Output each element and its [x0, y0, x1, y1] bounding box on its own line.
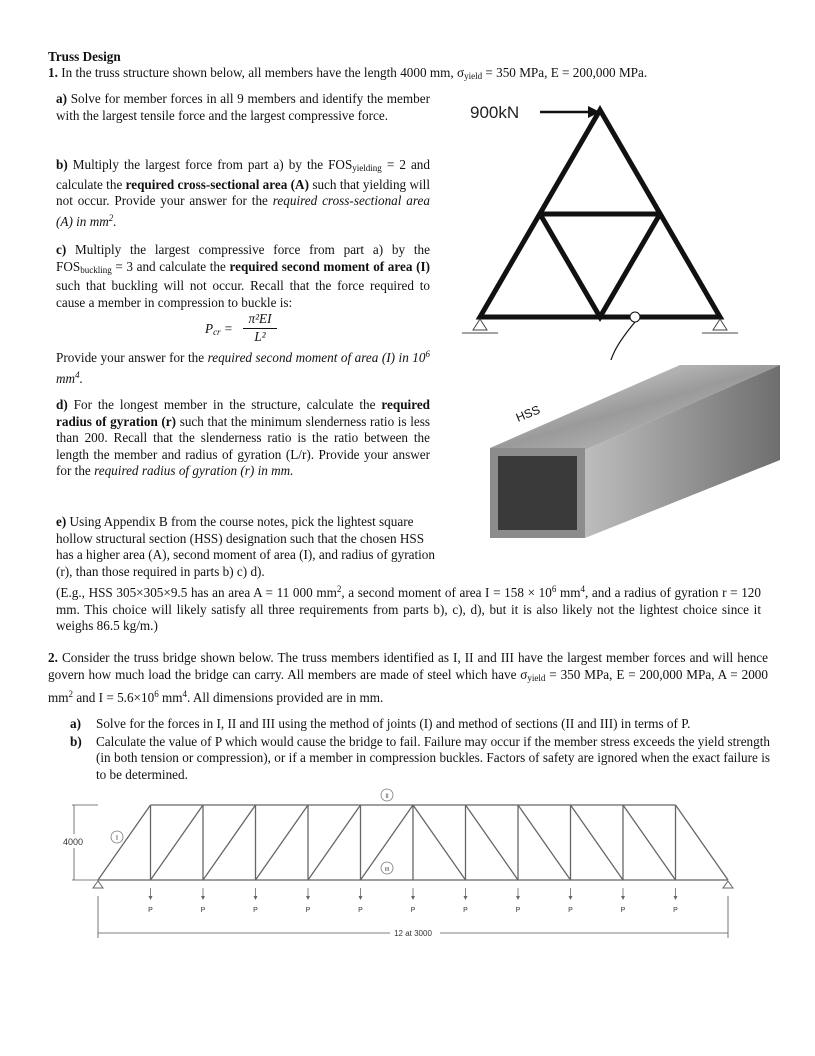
q1-part-c [56, 242, 430, 311]
hss-label: HSS [513, 402, 543, 425]
q2-intro [48, 650, 768, 707]
q1-c-sub: buckling [80, 264, 112, 275]
load-label: P [568, 907, 573, 914]
bridge-members [98, 805, 728, 880]
page-title: Truss Design [48, 49, 121, 64]
load-label: P [200, 907, 206, 914]
load-label: P [410, 907, 416, 914]
buckling-formula [205, 311, 295, 351]
load-arrow-head [411, 896, 415, 900]
q1-b-post: such that yielding will not occur. Provide your answer for the [56, 176, 430, 208]
q1-e-sup3: 4 [580, 584, 585, 594]
q1-e-text1: Using Appendix B from the course notes, pick the lightest square hollow structural section (HSS) designation such that the chosen HSS has a higher area (A), second moment of area (I), and radius of gyration (r), than those required in parts b) c) d). [56, 514, 435, 579]
q1-a-text: Solve for member forces in all 9 members and identify the member with the largest tensile force and the largest compressive force. [56, 91, 430, 123]
load-label: P [620, 907, 626, 914]
q2-sup1: 2 [68, 689, 74, 699]
q2-intro-a: Consider the truss bridge shown below. The truss members identified as I, II and III have the largest member forces and will hence govern how much load the bridge can carry. All members are made of steel which have σ [48, 650, 768, 682]
q1-c-mid: = 3 and calculate the [111, 258, 230, 274]
load-arrow-head [464, 896, 468, 900]
q1-part-e-example [56, 581, 761, 635]
formula-p-sub: cr [213, 327, 221, 337]
q1-e-sup2: 6 [551, 584, 557, 594]
q1-e-text2b: , a second moment of area I = 158 × 10 [341, 585, 552, 600]
q2-b-text: Calculate the value of P which would cause the bridge to fail. Failure may occur if the member stress exceeds the yield strength (in both tension or compression), or if a member in compression buckles. Factors of safety are ignored when the exact failure is to be determined. [96, 733, 770, 782]
formula-p: P [205, 321, 214, 336]
formula-denominator: L² [254, 329, 266, 344]
formula-lhs: $P_{cr}$ = [205, 321, 233, 337]
bridge-supports [93, 881, 733, 888]
q1-b-end: . [113, 213, 117, 229]
truss-inner-v [540, 214, 660, 317]
q1-c-after-sup1: 6 [425, 349, 430, 359]
q1-c-after-sup2: 4 [75, 369, 80, 380]
q2-intro-d: mm [158, 690, 183, 705]
q1-intro [48, 65, 778, 85]
force-label: 900kN [470, 103, 520, 122]
q1-c-bold: required second moment of area (I) [229, 258, 430, 274]
q2-intro-e: . All dimensions provided are in mm. [187, 690, 384, 705]
q1-a-label: a) [56, 91, 67, 106]
q1-b-pre: Multiply the largest force from part a) by the FOS [72, 157, 353, 172]
q2-a-text: Solve for the forces in I, II and III using the method of joints (I) and method of sections (II and III) in terms of P. [96, 716, 691, 731]
member-marker [630, 312, 640, 322]
load-label: P [253, 907, 258, 914]
q1-part-d [56, 397, 430, 480]
load-arrow-head [569, 896, 573, 900]
q1-part-b [56, 157, 430, 230]
q1-b-bold: required cross-sectional area (A) [125, 176, 309, 192]
q1-number: 1. [48, 65, 58, 80]
load-arrow-head [149, 896, 153, 900]
q2-item-a [70, 716, 770, 733]
q1-e-text2d: , and a radius of gyration r = 120 mm. This choice will likely satisfy all three requirements from parts b), c), d), but it is also likely not the lightest choice since it weighs 86.5 kg/m.) [56, 585, 761, 633]
load-arrow-head [621, 896, 625, 900]
q1-b-sup: 2 [108, 212, 114, 223]
hss-photo [480, 360, 780, 540]
load-label: P [515, 907, 521, 914]
q1-c-label: c) [56, 242, 67, 257]
callout-line [608, 322, 635, 360]
q1-b-ital: required cross-sectional area (A) in mm [56, 193, 430, 229]
bridge-figure [60, 788, 750, 948]
right-support [702, 319, 738, 333]
q1-e-text2a: (E.g., HSS 305×305×9.5 has an area A = 11 000 mm [56, 585, 337, 600]
formula-numerator: π²EI [248, 311, 272, 326]
q1-d-ital: required radius of gyration (r) in mm. [94, 463, 294, 478]
load-label: P [148, 907, 153, 914]
load-arrow-head [201, 896, 205, 900]
load-label: P [463, 907, 468, 914]
load-arrow-head [516, 896, 520, 900]
member-i-label: I [116, 835, 118, 842]
q2-sup2: 6 [154, 689, 159, 699]
q1-intro-text: In the truss structure shown below, all members have the length 4000 mm, σ [61, 65, 465, 80]
load-arrow-head [306, 896, 310, 900]
member-ii-label: II [385, 794, 389, 800]
load-label: P [305, 907, 311, 914]
q1-d-pre: For the longest member in the structure, calculate the [73, 397, 382, 412]
load-arrow-head [254, 896, 258, 900]
q1-part-a [56, 91, 430, 124]
q2-number: 2. [48, 650, 58, 665]
q1-e-label: e) [56, 514, 67, 529]
q1-intro-sub: yield [464, 71, 483, 81]
q1-c-after: Provide your answer for the [56, 350, 208, 365]
q2-b-label: b) [70, 733, 82, 749]
truss-figure [440, 90, 780, 360]
q1-part-c-after [56, 346, 430, 387]
q2-intro-c: and I = 5.6×10 [73, 690, 155, 705]
q2-sup3: 4 [182, 689, 187, 699]
span-label: 12 at 3000 [394, 929, 432, 938]
q1-d-post: such that the minimum slenderness ratio is less than 200. Recall that the slenderness ratio is the ratio between the length the member and radius of gyration (L/r). Provide your answer for the [56, 413, 431, 478]
q2-intro-b: = 350 MPa, E = 200,000 MPa, A = 2000 mm [48, 666, 768, 705]
q2-item-b [70, 734, 770, 784]
load-label: P [358, 907, 363, 914]
q1-c-after-ital: required second moment of area (I) in 10 [207, 350, 426, 365]
q2-a-label: a) [70, 716, 81, 731]
truss-members [480, 110, 720, 317]
q1-d-bold: required radius of gyration (r) [56, 397, 431, 429]
q1-d-label: d) [56, 397, 68, 412]
left-support [462, 319, 498, 333]
height-label: 4000 [63, 837, 84, 847]
q1-b-mid: = 2 and calculate the [56, 157, 430, 192]
load-arrow-head [674, 896, 678, 900]
q2-list [70, 716, 770, 783]
load-arrows [148, 888, 678, 914]
q1-e-sup1: 2 [336, 584, 342, 594]
q1-c-after-ital2: mm [56, 370, 76, 386]
q1-b-label: b) [56, 157, 68, 172]
q1-part-e [56, 514, 436, 580]
q1-b-sub: yielding [352, 163, 382, 173]
load-label: P [673, 907, 678, 914]
q1-c-pre: Multiply the largest compressive force from part a) by the FOS [56, 242, 431, 274]
member-iii-label: III [384, 867, 390, 873]
q1-c-after-end: . [79, 370, 83, 386]
q2-intro-sub: yield [527, 672, 546, 683]
q1-c-post: such that buckling will not occur. Recall that the force required to cause a member in compression to buckle is: [56, 278, 430, 310]
load-arrow-head [359, 896, 363, 900]
q1-e-text2c: mm [556, 585, 581, 600]
hss-hollow [498, 456, 577, 530]
q1-intro-rest: = 350 MPa, E = 200,000 MPa. [482, 65, 648, 80]
